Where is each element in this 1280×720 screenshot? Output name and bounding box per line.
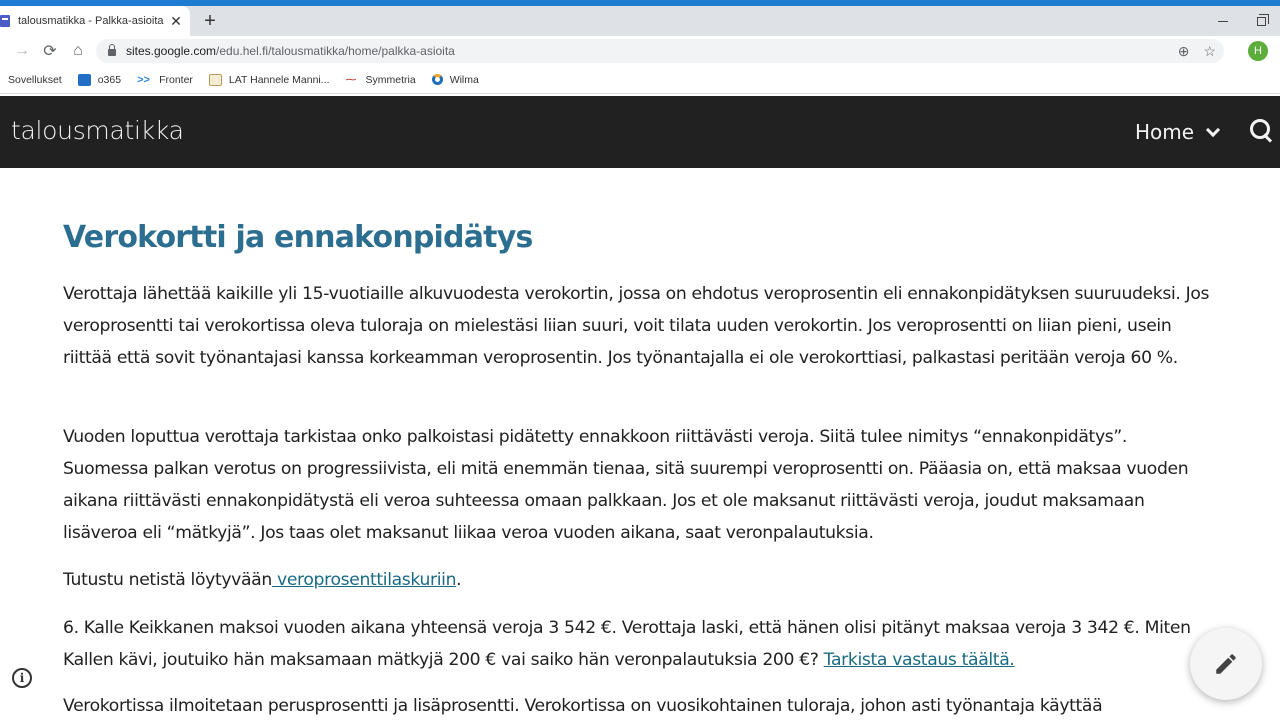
- reload-button[interactable]: ⟳: [43, 43, 57, 60]
- paragraph-laskuri: [63, 564, 1213, 596]
- page-heading: Verokortti ja ennakonpidätys: [63, 220, 533, 255]
- browser-tab[interactable]: [0, 6, 190, 36]
- bookmark-label: Symmetria: [365, 73, 416, 86]
- url-text[interactable]: [126, 44, 455, 58]
- site-title[interactable]: talousmatikka: [11, 116, 184, 145]
- url-path: /edu.hel.fi/talousmatikka/home/palkka-asioita: [216, 44, 455, 58]
- tab-title: talousmatikka - Palkka-asioita: [18, 15, 164, 27]
- bookmark-label: LAT Hannele Manni...: [228, 73, 330, 86]
- address-bar[interactable]: [96, 39, 1224, 63]
- minimize-icon: [1218, 21, 1228, 22]
- symmetria-icon: ⁓: [345, 74, 357, 86]
- new-tab-button[interactable]: +: [204, 10, 216, 32]
- paragraph-verokortti: Verottaja lähettää kaikille yli 15-vuotiaille alkuvuodesta verokortin, jossa on ehdotus veroprosentin eli ennakonpidätyksen suuruudeksi. Jos veroprosentti tai verokortissa oleva tuloraja on mielestäsi liian suuri, voit tilata uuden verokortin. Jos veroprosentti on liian pieni, usein riittää että sovit työnantajasi kanssa korkeamman veroprosentin. Jos työnantajalla ei ole verokorttiasi, palkastasi peritään veroja 60 %.: [63, 284, 1210, 368]
- laskuri-end: .: [456, 570, 462, 590]
- bookmark-label: o365: [97, 73, 122, 86]
- exercise-6-text: 6. Kalle Keikkanen maksoi vuoden aikana yhteensä veroja 3 542 €. Verottaja laski, että hänen olisi pitänyt maksaa veroja 3 342 €. Miten Kallen kävi, joutuiko hän maksamaan mätkyjä 200 € vai saiko hän veronpalautuksia 200 €?: [63, 618, 1191, 670]
- wilma-icon: [432, 74, 443, 85]
- check-answer-link[interactable]: Tarkista vastaus täältä.: [823, 650, 1015, 670]
- outlook-icon: [78, 74, 91, 86]
- info-icon[interactable]: i: [12, 668, 32, 688]
- omnibox-actions: [1178, 39, 1216, 63]
- home-button[interactable]: ⌂: [73, 42, 83, 59]
- bookmark-wilma[interactable]: [432, 74, 479, 86]
- tab-bar: [0, 6, 1280, 36]
- search-icon[interactable]: [1250, 119, 1274, 145]
- exercise-6: [63, 612, 1213, 676]
- home-nav-dropdown[interactable]: [1135, 120, 1218, 144]
- bookmark-lat[interactable]: [209, 74, 330, 86]
- bookmark-label: Wilma: [449, 73, 479, 86]
- lock-icon: [108, 49, 116, 56]
- bookmark-label: Sovellukset: [8, 73, 62, 86]
- lat-icon: [209, 74, 222, 86]
- pencil-icon: [1213, 651, 1239, 677]
- profile-avatar[interactable]: H: [1248, 41, 1268, 61]
- veroprosenttilaskuri-link[interactable]: veroprosenttilaskuriin: [271, 570, 457, 590]
- paragraph-perusprosentti: Verokortissa ilmoitetaan perusprosentti ja lisäprosentti. Verokortissa on vuosikohtainen tuloraja, johon asti työnantaja käyttää: [63, 696, 1103, 716]
- close-tab-icon[interactable]: ✕: [170, 12, 182, 29]
- laskuri-text: Tutustu netistä löytyvään: [63, 570, 272, 590]
- site-header: [0, 96, 1280, 168]
- bookmark-symmetria[interactable]: [346, 73, 416, 86]
- bookmark-fronter[interactable]: [137, 74, 193, 86]
- minimize-button[interactable]: [1204, 6, 1242, 36]
- bookmarks-bar: [0, 66, 1280, 94]
- restore-icon: [1257, 17, 1266, 26]
- paragraph-ennakonpidatys: Vuoden loputtua verottaja tarkistaa onko palkoistasi pidätetty ennakkoon riittävästi veroja. Siitä tulee nimitys “ennakonpidätys”. Suomessa palkan verotus on progressiivista, eli mitä enemmän tienaa, sitä suurempi veroprosentti on. Pääasia on, että maksaa vuoden aikana riittävästi ennakonpidätystä eli veroa suhteessa omaan palkkaan. Jos et ole maksanut riittävästi veroja, joudut maksamaan lisäveroa eli “mätkyjä”. Jos taas olet maksanut liikaa veroa vuoden aikana, saat veronpalautuksia.: [63, 427, 1189, 543]
- bookmark-label: Fronter: [159, 73, 193, 86]
- url-host: sites.google.com: [126, 44, 217, 58]
- sites-favicon-icon: [0, 15, 10, 27]
- browser-toolbar: [0, 36, 1280, 66]
- window-controls: [1204, 6, 1280, 36]
- fronter-icon: >>: [137, 73, 150, 86]
- chevron-down-icon: [1206, 122, 1220, 136]
- forward-button[interactable]: →: [14, 42, 30, 59]
- restore-button[interactable]: [1242, 6, 1280, 36]
- bookmark-o365[interactable]: [78, 74, 121, 86]
- edit-button[interactable]: [1190, 628, 1262, 700]
- bookmark-sovellukset[interactable]: [8, 74, 62, 86]
- zoom-icon[interactable]: ⊕: [1177, 42, 1190, 59]
- bookmark-star-icon[interactable]: ☆: [1203, 42, 1216, 59]
- home-nav-label: Home: [1135, 120, 1195, 144]
